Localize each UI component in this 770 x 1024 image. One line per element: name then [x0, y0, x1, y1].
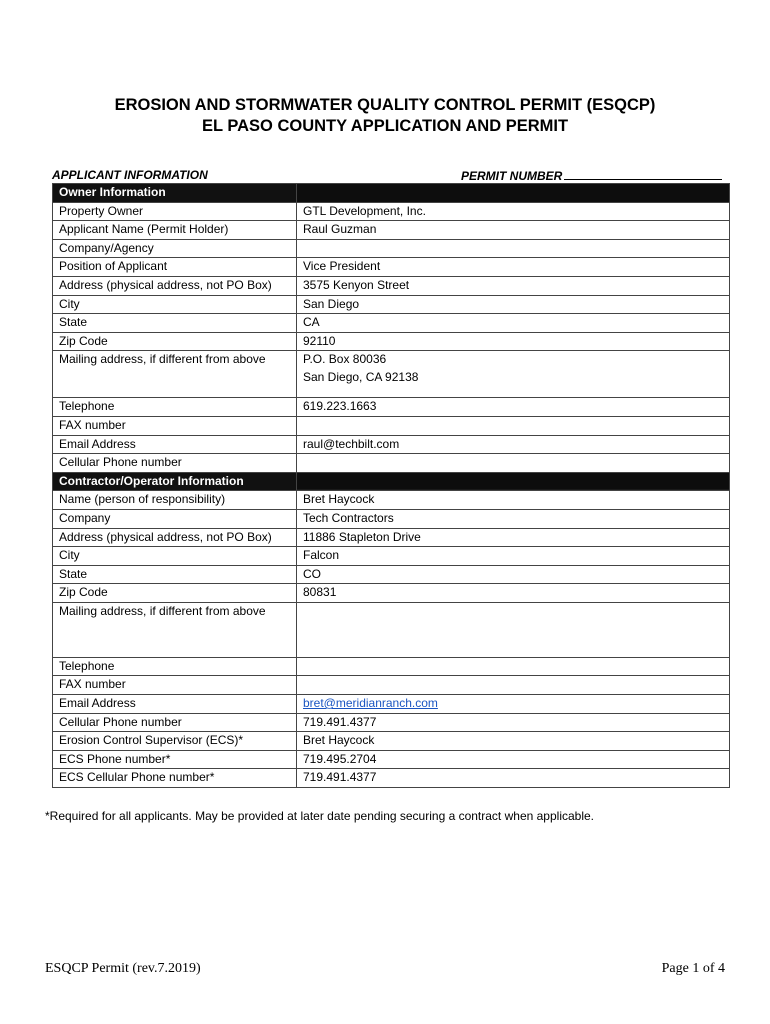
table-row: [53, 295, 730, 314]
field-label: Name (person of responsibility): [53, 491, 297, 510]
field-value[interactable]: raul@techbilt.com: [297, 435, 730, 454]
contractor-section-title: Contractor/Operator Information: [53, 472, 297, 491]
table-row: [53, 750, 730, 769]
table-row: [53, 584, 730, 603]
field-value[interactable]: GTL Development, Inc.: [297, 202, 730, 221]
field-label: Company/Agency: [53, 239, 297, 258]
table-row: [53, 258, 730, 277]
required-note: *Required for all applicants. May be provided at later date pending securing a contract when applicable.: [45, 809, 594, 823]
table-row: [53, 732, 730, 751]
field-label: Zip Code: [53, 584, 297, 603]
mailing-line-2: San Diego, CA 92138: [303, 369, 419, 384]
field-label: Cellular Phone number: [53, 454, 297, 473]
field-label: Mailing address, if different from above: [53, 351, 297, 398]
field-value[interactable]: 11886 Stapleton Drive: [297, 528, 730, 547]
permit-number-blank[interactable]: [564, 168, 722, 180]
field-label: City: [53, 295, 297, 314]
table-row: [53, 276, 730, 295]
field-value[interactable]: 719.491.4377: [297, 713, 730, 732]
owner-section-header: [53, 184, 730, 203]
field-label: Address (physical address, not PO Box): [53, 276, 297, 295]
applicant-information-label: APPLICANT INFORMATION: [52, 168, 208, 182]
applicant-form-table: [52, 183, 730, 788]
table-row: [53, 351, 730, 398]
field-value[interactable]: [297, 416, 730, 435]
owner-section-fill: [297, 184, 730, 203]
field-label: Telephone: [53, 657, 297, 676]
field-label: Property Owner: [53, 202, 297, 221]
field-label: Address (physical address, not PO Box): [53, 528, 297, 547]
field-label: FAX number: [53, 416, 297, 435]
permit-number-field[interactable]: [461, 168, 722, 183]
contractor-telephone-value[interactable]: [297, 657, 730, 676]
contractor-mailing-address[interactable]: [297, 602, 730, 657]
table-row: [53, 528, 730, 547]
field-label: Applicant Name (Permit Holder): [53, 221, 297, 240]
field-value[interactable]: Tech Contractors: [297, 509, 730, 528]
field-value[interactable]: 80831: [297, 584, 730, 603]
document-title: EROSION AND STORMWATER QUALITY CONTROL PERMIT (ESQCP): [114, 96, 656, 114]
field-label: FAX number: [53, 676, 297, 695]
field-label: Position of Applicant: [53, 258, 297, 277]
table-row: [53, 221, 730, 240]
table-row: [53, 695, 730, 714]
field-value[interactable]: [297, 454, 730, 473]
field-label: Company: [53, 509, 297, 528]
field-value[interactable]: 619.223.1663: [297, 398, 730, 417]
field-label: Zip Code: [53, 332, 297, 351]
table-row: [53, 602, 730, 657]
field-label: Cellular Phone number: [53, 713, 297, 732]
table-row: [53, 454, 730, 473]
contractor-fax-value[interactable]: [297, 676, 730, 695]
table-row: [53, 332, 730, 351]
mailing-line-1: P.O. Box 80036: [303, 352, 387, 367]
table-row: [53, 713, 730, 732]
field-label: City: [53, 547, 297, 566]
field-label: Email Address: [53, 435, 297, 454]
table-row: [53, 676, 730, 695]
field-label: Telephone: [53, 398, 297, 417]
field-label: State: [53, 314, 297, 333]
field-label: State: [53, 565, 297, 584]
field-value[interactable]: Bret Haycock: [297, 491, 730, 510]
field-value[interactable]: Raul Guzman: [297, 221, 730, 240]
table-row: [53, 239, 730, 258]
footer-revision: ESQCP Permit (rev.7.2019): [45, 961, 201, 976]
field-label: Mailing address, if different from above: [53, 602, 297, 657]
table-row: [53, 565, 730, 584]
table-row: [53, 657, 730, 676]
field-label: ECS Cellular Phone number*: [53, 769, 297, 788]
table-row: [53, 769, 730, 788]
table-row: [53, 398, 730, 417]
table-row: [53, 491, 730, 510]
contractor-email-cell: [297, 695, 730, 714]
field-value[interactable]: Falcon: [297, 547, 730, 566]
field-value[interactable]: 3575 Kenyon Street: [297, 276, 730, 295]
field-value[interactable]: Vice President: [297, 258, 730, 277]
contractor-email-link[interactable]: bret@meridianranch.com: [303, 696, 438, 711]
field-value[interactable]: [297, 239, 730, 258]
field-value[interactable]: Bret Haycock: [297, 732, 730, 751]
table-row: [53, 314, 730, 333]
field-value[interactable]: 719.491.4377: [297, 769, 730, 788]
table-row: [53, 202, 730, 221]
table-row: [53, 435, 730, 454]
table-row: [53, 416, 730, 435]
field-value[interactable]: CA: [297, 314, 730, 333]
field-label: ECS Phone number*: [53, 750, 297, 769]
contractor-section-fill: [297, 472, 730, 491]
table-row: [53, 547, 730, 566]
document-subtitle: EL PASO COUNTY APPLICATION AND PERMIT: [201, 117, 569, 135]
contractor-section-header: [53, 472, 730, 491]
owner-mailing-address[interactable]: [297, 351, 730, 398]
footer-page-number: Page 1 of 4: [661, 961, 725, 976]
field-value[interactable]: San Diego: [297, 295, 730, 314]
permit-number-label: PERMIT NUMBER: [461, 169, 563, 183]
owner-section-title: Owner Information: [53, 184, 297, 203]
field-value[interactable]: 92110: [297, 332, 730, 351]
field-label: Erosion Control Supervisor (ECS)*: [53, 732, 297, 751]
field-label: Email Address: [53, 695, 297, 714]
field-value[interactable]: 719.495.2704: [297, 750, 730, 769]
table-row: [53, 509, 730, 528]
field-value[interactable]: CO: [297, 565, 730, 584]
